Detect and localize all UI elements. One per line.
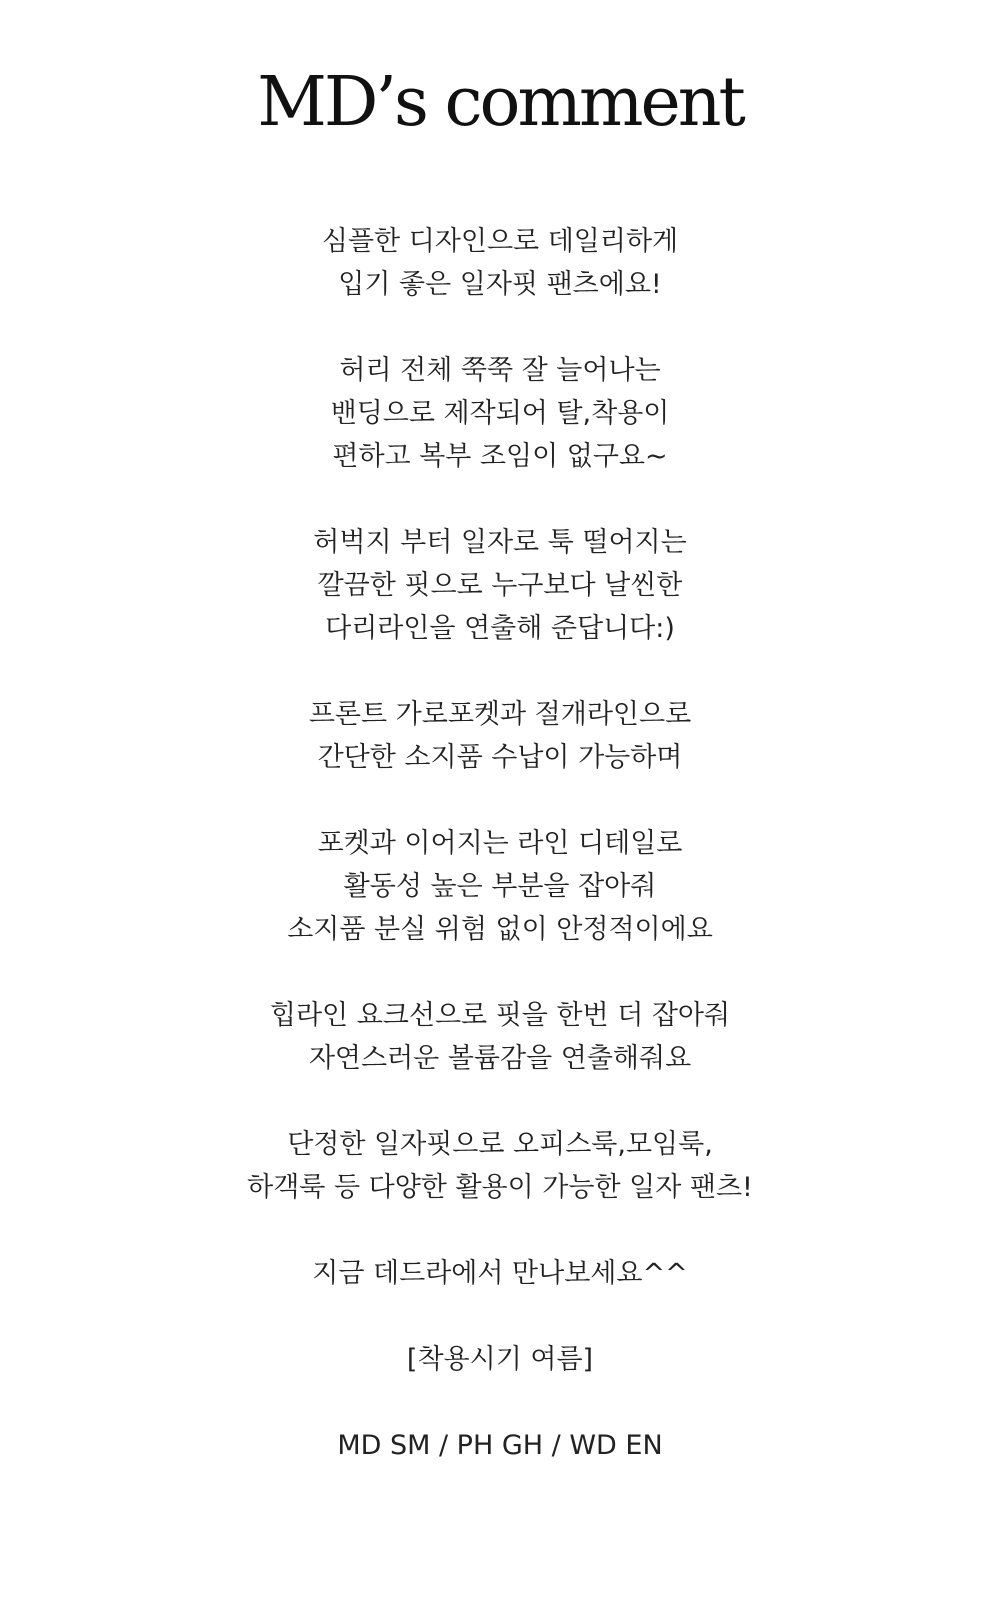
comment-line: 허벅지 부터 일자로 툭 떨어지는 [313,527,687,558]
comment-line: 자연스러운 볼륨감을 연출해줘요 [308,1043,692,1074]
comment-line: 깔끔한 핏으로 누구보다 날씬한 [317,570,683,601]
comment-line: 간단한 소지품 수납이 가능하며 [317,742,683,773]
comment-line: 단정한 일자핏으로 오피스룩,모임룩, [287,1129,713,1160]
paragraph-styling [0,1123,1000,1209]
paragraph-cta [0,1252,1000,1295]
paragraph-fit [0,521,1000,650]
comment-line: 다리라인을 연출해 준답니다:) [325,613,675,644]
comment-line: 지금 데드라에서 만나보세요^^ [312,1258,688,1289]
paragraph-credits [0,1424,1000,1467]
paragraph-season [0,1338,1000,1381]
paragraph-intro [0,220,1000,306]
page-title: MD’s comment [257,63,743,142]
comment-line: 하객룩 등 다양한 활용이 가능한 일자 팬츠! [247,1172,753,1203]
comment-line: 허리 전체 쭉쭉 잘 늘어나는 [339,355,661,386]
comment-line: 밴딩으로 제작되어 탈,착용이 [330,398,670,429]
comment-line: 소지품 분실 위험 없이 안정적이에요 [287,914,713,945]
comment-line: 활동성 높은 부분을 잡아줘 [343,871,657,902]
wearing-season: [착용시기 여름] [406,1344,594,1375]
staff-credits: MD SM / PH GH / WD EN [337,1430,663,1461]
comment-line: 심플한 디자인으로 데일리하게 [321,226,679,257]
comment-line: 편하고 복부 조임이 없구요~ [332,441,668,472]
comment-line: 힙라인 요크선으로 핏을 한번 더 잡아줘 [269,1000,731,1031]
paragraph-pocket [0,693,1000,779]
paragraph-waist [0,349,1000,478]
comment-line: 입기 좋은 일자핏 팬츠에요! [338,269,662,300]
paragraph-detail [0,822,1000,951]
comment-line: 포켓과 이어지는 라인 디테일로 [317,828,683,859]
comment-line: 프론트 가로포켓과 절개라인으로 [308,699,692,730]
paragraph-hip [0,994,1000,1080]
md-comment-body [0,220,1000,1510]
